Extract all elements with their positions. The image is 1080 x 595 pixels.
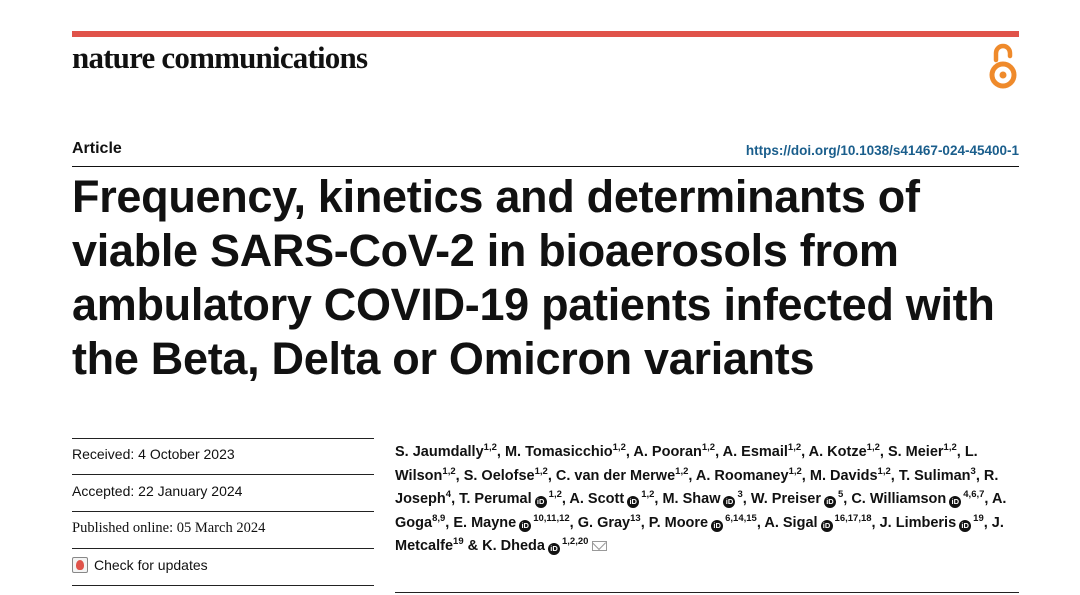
- author-affiliation[interactable]: 6,14,15: [725, 512, 757, 524]
- author-list: S. Jaumdally$^{1,2}$, M. Tomasicchio$^{1,2}$, A. Pooran$^{1,2}$, A. Esmail$^{1,2}$, A. Kotze$^{1,2}$, S. Meier$^{1,2}$, L. Wilson$^{1,2}$, S. Oelofse$^{1,2}$, C. van der Merwe$^{1,2}$, A. Roomaney$^{1,2}$, M. Davids$^{1,2}$, T. Suliman$^3$, R. Joseph$^4$, T. Perumal iD$^{1,2}$, A. Scott iD$^{1,2}$, M. Shaw $iD^3$, W. Preiser $iD^5$, C. Williamson iD$^{4,6,7}$, A. Goga$^{8,9}$, E. Mayne iD$^{10,11,12}$, G. Gray$^{13}$, P. Moore iD$^{6,14,15}$, A. Sigal iD$^{16,17,18}$, J. Limberis $iD^{19}$, J. Metcalfe$^{19}$ & K. Dheda iD$^{1,2,20}$: [395, 442, 1007, 555]
- published-row: [72, 512, 374, 549]
- author-affiliation[interactable]: 1,2: [641, 489, 655, 501]
- author-affiliation[interactable]: 1,2: [788, 465, 802, 477]
- orcid-icon[interactable]: iD: [723, 496, 735, 508]
- author-affiliation[interactable]: 1,2: [612, 442, 626, 454]
- open-access-icon[interactable]: [986, 42, 1020, 90]
- received-date: Received: 4 October 2023: [72, 446, 235, 462]
- header-divider: [72, 166, 1019, 167]
- accepted-row: [72, 475, 374, 512]
- published-date: Published online: 05 March 2024: [72, 520, 266, 536]
- author-affiliation[interactable]: 1,2: [675, 465, 689, 477]
- author-affiliation[interactable]: 1,2,20: [561, 536, 589, 548]
- author-affiliation[interactable]: 1,2: [877, 465, 891, 477]
- author-affiliation[interactable]: 1,2: [483, 442, 497, 454]
- orcid-icon[interactable]: iD: [949, 496, 961, 508]
- email-icon[interactable]: [592, 541, 607, 551]
- author-name[interactable]: G. Gray: [577, 514, 631, 531]
- author-affiliation[interactable]: 19: [973, 512, 984, 524]
- check-for-updates-link[interactable]: Check for updates: [94, 557, 208, 573]
- author-affiliation[interactable]: 4,6,7: [963, 489, 985, 501]
- author-name[interactable]: A. Esmail: [722, 444, 788, 460]
- received-row: [72, 438, 374, 475]
- check-for-updates-row[interactable]: [72, 549, 374, 586]
- author-name[interactable]: R. Joseph: [395, 467, 999, 508]
- author-name[interactable]: M. Davids: [809, 467, 878, 484]
- author-name[interactable]: A. Goga: [395, 491, 1007, 531]
- orcid-icon[interactable]: iD: [821, 520, 833, 532]
- article-type-label: Article: [72, 140, 122, 157]
- journal-accent-bar: [72, 31, 1019, 37]
- author-name[interactable]: J. Limberis: [879, 514, 957, 531]
- author-name[interactable]: A. Sigal: [764, 514, 818, 531]
- author-affiliation[interactable]: 1,2: [787, 442, 802, 454]
- author-affiliation[interactable]: 1,2: [701, 442, 716, 454]
- orcid-icon[interactable]: iD: [824, 496, 836, 508]
- author-affiliation[interactable]: 3: [737, 489, 743, 501]
- author-name[interactable]: J. Metcalfe: [395, 514, 1004, 555]
- author-affiliation[interactable]: 1,2: [534, 465, 548, 477]
- author-name[interactable]: A. Kotze: [808, 444, 867, 460]
- author-affiliation[interactable]: 16,17,18: [834, 512, 872, 524]
- author-affiliation[interactable]: 1,2: [442, 465, 456, 477]
- journal-name[interactable]: nature communications: [72, 40, 368, 75]
- author-affiliation[interactable]: 8,9: [432, 512, 446, 524]
- author-affiliation[interactable]: 1,2: [943, 442, 957, 454]
- author-affiliation[interactable]: 13: [630, 512, 641, 524]
- author-affiliation[interactable]: 5: [837, 489, 844, 501]
- orcid-icon[interactable]: iD: [627, 496, 639, 508]
- author-affiliation[interactable]: 1,2: [548, 489, 562, 501]
- author-name[interactable]: S. Oelofse: [463, 467, 535, 484]
- author-name[interactable]: L. Wilson: [395, 444, 978, 484]
- author-name[interactable]: S. Meier: [887, 444, 944, 460]
- authors-bottom-divider: [395, 592, 1019, 593]
- author-affiliation[interactable]: 3: [970, 465, 976, 477]
- author-name[interactable]: T. Perumal: [459, 491, 532, 508]
- doi-link[interactable]: https://doi.org/10.1038/s41467-024-45400-1: [745, 143, 1019, 158]
- author-name[interactable]: P. Moore: [648, 514, 709, 531]
- orcid-icon[interactable]: iD: [711, 520, 723, 532]
- accepted-date: Accepted: 22 January 2024: [72, 483, 243, 499]
- author-name[interactable]: W. Preiser: [750, 491, 821, 508]
- author-affiliation[interactable]: 1,2: [866, 442, 880, 454]
- author-affiliation[interactable]: 4: [445, 489, 452, 501]
- check-for-updates-icon[interactable]: [72, 557, 88, 573]
- author-name[interactable]: S. Jaumdally: [395, 444, 484, 460]
- author-name[interactable]: M. Tomasicchio: [504, 444, 613, 460]
- author-name[interactable]: K. Dheda: [482, 538, 545, 555]
- author-affiliation[interactable]: 10,11,12: [533, 512, 570, 524]
- orcid-icon[interactable]: iD: [548, 543, 560, 555]
- author-name[interactable]: C. van der Merwe: [555, 467, 676, 484]
- author-name[interactable]: C. Williamson: [851, 491, 947, 508]
- author-name[interactable]: E. Mayne: [453, 514, 517, 531]
- orcid-icon[interactable]: iD: [959, 520, 971, 532]
- author-name[interactable]: A. Pooran: [633, 444, 702, 460]
- author-name[interactable]: M. Shaw: [662, 491, 721, 508]
- article-title: Frequency, kinetics and determinants of viable SARS-CoV-2 in bioaerosols from ambulatory COVID-19 patients infected with the Beta, Delta or Omicron variants: [72, 171, 995, 384]
- orcid-icon[interactable]: iD: [535, 496, 547, 508]
- author-name[interactable]: T. Suliman: [898, 467, 971, 484]
- author-affiliation[interactable]: 19: [453, 536, 464, 548]
- author-name[interactable]: A. Roomaney: [695, 467, 789, 484]
- orcid-icon[interactable]: iD: [519, 520, 531, 532]
- author-name[interactable]: A. Scott: [569, 491, 625, 508]
